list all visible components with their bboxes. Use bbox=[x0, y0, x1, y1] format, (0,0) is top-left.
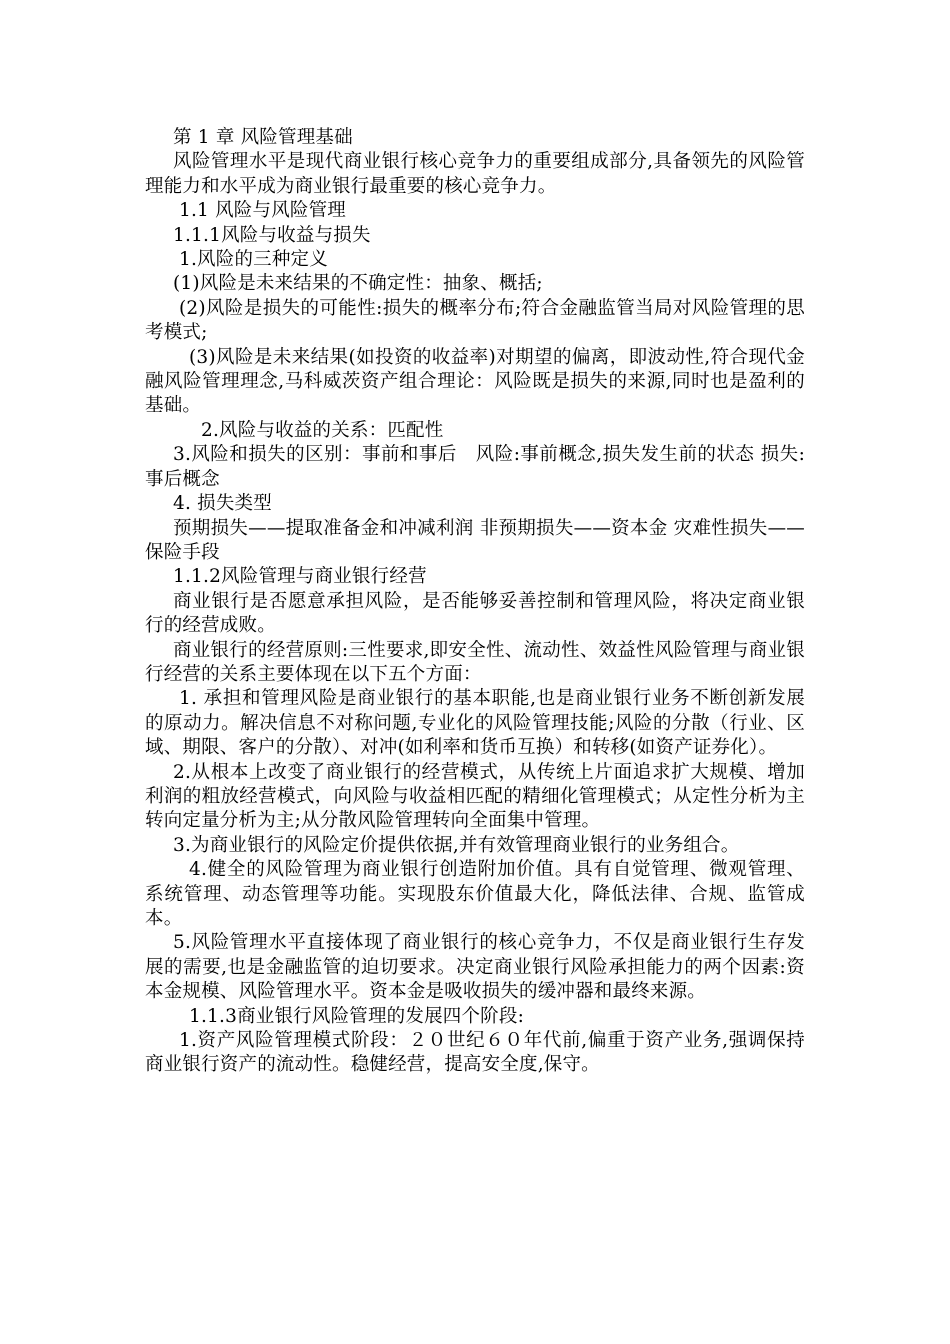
paragraph: 预期损失——提取准备金和冲减利润 非预期损失——资本金 灾难性损失——保险手段 bbox=[145, 517, 805, 563]
list-heading: 4. 损失类型 bbox=[173, 493, 272, 515]
list-item: 3.为商业银行的风险定价提供依据,并有效管理商业银行的业务组合。 bbox=[173, 834, 740, 856]
list-item: (1)风险是未来结果的不确定性：抽象、概括; bbox=[173, 273, 543, 295]
paragraph: 商业银行是否愿意承担风险，是否能够妥善控制和管理风险，将决定商业银行的经营成败。 bbox=[145, 590, 805, 637]
list-item: 1.资产风险管理模式阶段：２０世纪６０年代前,偏重于资产业务,强调保持商业银行资产的流动性。稳健经营，提高安全度,保守。 bbox=[145, 1030, 805, 1076]
section-heading: 1.1 风险与风险管理 bbox=[179, 200, 347, 222]
list-heading: 1.风险的三种定义 bbox=[179, 249, 328, 271]
subsection-heading: 1.1.3商业银行风险管理的发展四个阶段: bbox=[189, 1005, 525, 1027]
list-item: 4.健全的风险管理为商业银行创造附加价值。具有自觉管理、微观管理、系统管理、动态管理等功能。实现股东价值最大化，降低法律、合规、监管成本。 bbox=[145, 859, 805, 929]
list-heading: 2.风险与收益的关系：匹配性 bbox=[201, 419, 444, 441]
list-item: 5.风险管理水平直接体现了商业银行的核心竞争力，不仅是商业银行生存发展的需要,也是金融监管的迫切要求。决定商业银行风险承担能力的两个因素:资本金规模、风险管理水平。资本金是吸收损失的缓冲器和最终来源。 bbox=[145, 932, 805, 1003]
subsection-heading: 1.1.2风险管理与商业银行经营 bbox=[173, 566, 427, 588]
list-item: 2.从根本上改变了商业银行的经营模式，从传统上片面追求扩大规模、增加利润的粗放经营模式，向风险与收益相匹配的精细化管理模式；从定性分析为主转向定量分析为主;从分散风险管理转向全面集中管理。 bbox=[145, 761, 805, 832]
list-item: 1. 承担和管理风险是商业银行的基本职能,也是商业银行业务不断创新发展的原动力。解决信息不对称问题,专业化的风险管理技能;风险的分散（行业、区域、期限、客户的分散）、对冲(如利率和货币互换）和转移(如资产证券化）。 bbox=[145, 688, 805, 759]
paragraph: 风险管理水平是现代商业银行核心竞争力的重要组成部分,具备领先的风险管理能力和水平成为商业银行最重要的核心竞争力。 bbox=[145, 151, 805, 197]
paragraph: 商业银行的经营原则:三性要求,即安全性、流动性、效益性风险管理与商业银行经营的关系主要体现在以下五个方面： bbox=[145, 639, 805, 685]
list-item: (2)风险是损失的可能性:损失的概率分布;符合金融监管当局对风险管理的思考模式; bbox=[145, 297, 805, 344]
list-heading: 3.风险和损失的区别：事前和事后 风险:事前概念,损失发生前的状态 损失:事后概念 bbox=[145, 444, 805, 490]
document-body bbox=[145, 126, 805, 1078]
list-item: (3)风险是未来结果(如投资的收益率)对期望的偏离，即波动性,符合现代金融风险管理理念,马科威茨资产组合理论：风险既是损失的来源,同时也是盈利的基础。 bbox=[145, 346, 805, 417]
subsection-heading: 1.1.1风险与收益与损失 bbox=[173, 224, 371, 246]
chapter-heading: 第 1 章 风险管理基础 bbox=[173, 127, 353, 148]
